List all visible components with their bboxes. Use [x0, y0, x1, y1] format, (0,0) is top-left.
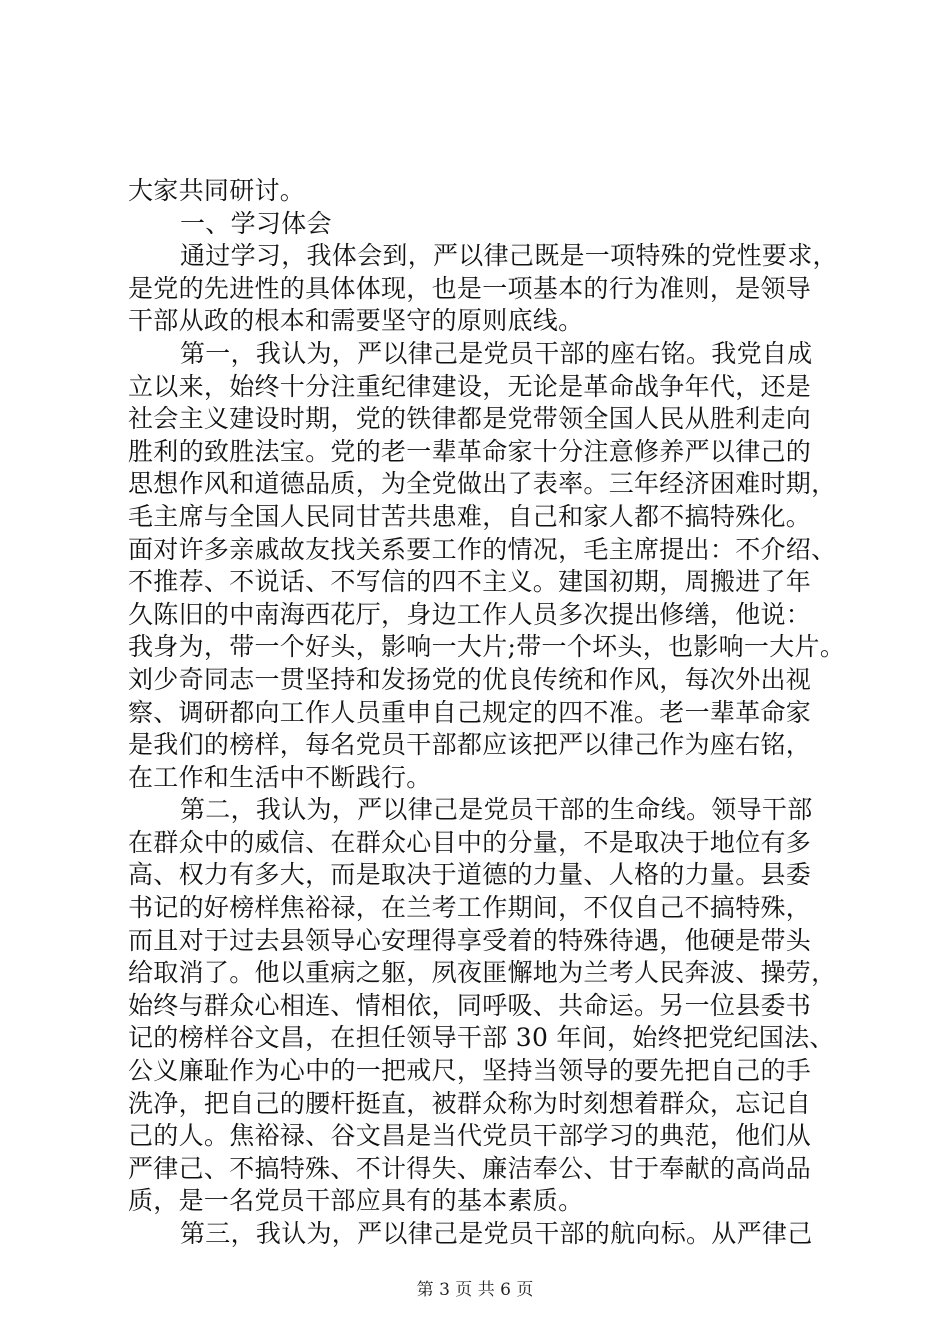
text-line: 始终与群众心相连、情相依，同呼吸、共命运。另一位县委书: [128, 990, 812, 1020]
text-line: 己的人。焦裕禄、谷文昌是当代党员干部学习的典范，他们从: [128, 1121, 812, 1151]
paragraph-start: 第二，我认为，严以律己是党员干部的生命线。领导干部: [180, 795, 813, 825]
text-line: 面对许多亲戚故友找关系要工作的情况，毛主席提出：不介绍、: [128, 534, 837, 564]
text-line: 我身为，带一个好头，影响一大片;带一个坏头，也影响一大片。: [128, 632, 846, 662]
paragraph-start: 第一，我认为，严以律己是党员干部的座右铭。我党自成: [180, 338, 813, 368]
text-line: 洗净，把自己的腰杆挺直，被群众称为时刻想着群众，忘记自: [128, 1088, 812, 1118]
text-line: 立以来，始终十分注重纪律建设，无论是革命战争年代，还是: [128, 371, 812, 401]
page-footer: [0, 1278, 950, 1302]
paragraph-start: 通过学习，我体会到，严以律己既是一项特殊的党性要求，: [180, 241, 838, 271]
text-line: 思想作风和道德品质，为全党做出了表率。三年经济困难时期，: [128, 469, 837, 499]
text-line: 是党的先进性的具体体现，也是一项基本的行为准则，是领导: [128, 273, 812, 303]
text-line: 大家共同研讨。: [128, 176, 306, 205]
section-heading: 一、学习体会: [180, 208, 332, 238]
text-line: 毛主席与全国人民同甘苦共患难，自己和家人都不搞特殊化。: [128, 501, 812, 531]
page-number-label: 第 3 页 共 6 页: [416, 1280, 534, 1300]
text-line: 社会主义建设时期，党的铁律都是党带领全国人民从胜利走向: [128, 404, 812, 434]
text-line: 严律己、不搞特殊、不计得失、廉洁奉公、甘于奉献的高尚品: [128, 1153, 812, 1183]
text-line: 在工作和生活中不断践行。: [128, 762, 432, 792]
text-line: 不推荐、不说话、不写信的四不主义。建国初期，周搬进了年: [128, 567, 812, 597]
text-line: 给取消了。他以重病之躯，夙夜匪懈地为兰考人民奔波、操劳，: [128, 958, 837, 988]
body-text: [128, 175, 846, 1251]
text-line: 而且对于过去县领导心安理得享受着的特殊待遇，他硬是带头: [128, 925, 812, 955]
text-line: 刘少奇同志一贯坚持和发扬党的优良传统和作风，每次外出视: [128, 664, 812, 694]
text-line: 书记的好榜样焦裕禄，在兰考工作期间，不仅自己不搞特殊，: [128, 893, 812, 923]
text-line: 公义廉耻作为心中的一把戒尺，坚持当领导的要先把自己的手: [128, 1056, 812, 1086]
text-line: 质，是一名党员干部应具有的基本素质。: [128, 1186, 584, 1216]
text-line: 高、权力有多大，而是取决于道德的力量、人格的力量。县委: [128, 860, 812, 890]
text-line: 察、调研都向工作人员重申自己规定的四不准。老一辈革命家: [128, 697, 812, 727]
paragraph-start: 第三，我认为，严以律己是党员干部的航向标。从严律己: [180, 1219, 813, 1248]
text-line: 是我们的榜样，每名党员干部都应该把严以律己作为座右铭，: [128, 730, 812, 760]
text-line: 干部从政的根本和需要坚守的原则底线。: [128, 306, 584, 336]
text-line: 在群众中的威信、在群众心目中的分量，不是取决于地位有多: [128, 827, 812, 857]
text-line: 久陈旧的中南海西花厅，身边工作人员多次提出修缮，他说：: [128, 599, 812, 629]
text-line: 胜利的致胜法宝。党的老一辈革命家十分注意修养严以律己的: [128, 436, 812, 466]
text-line: 记的榜样谷文昌，在担任领导干部 30 年间，始终把党纪国法、: [128, 1023, 835, 1053]
